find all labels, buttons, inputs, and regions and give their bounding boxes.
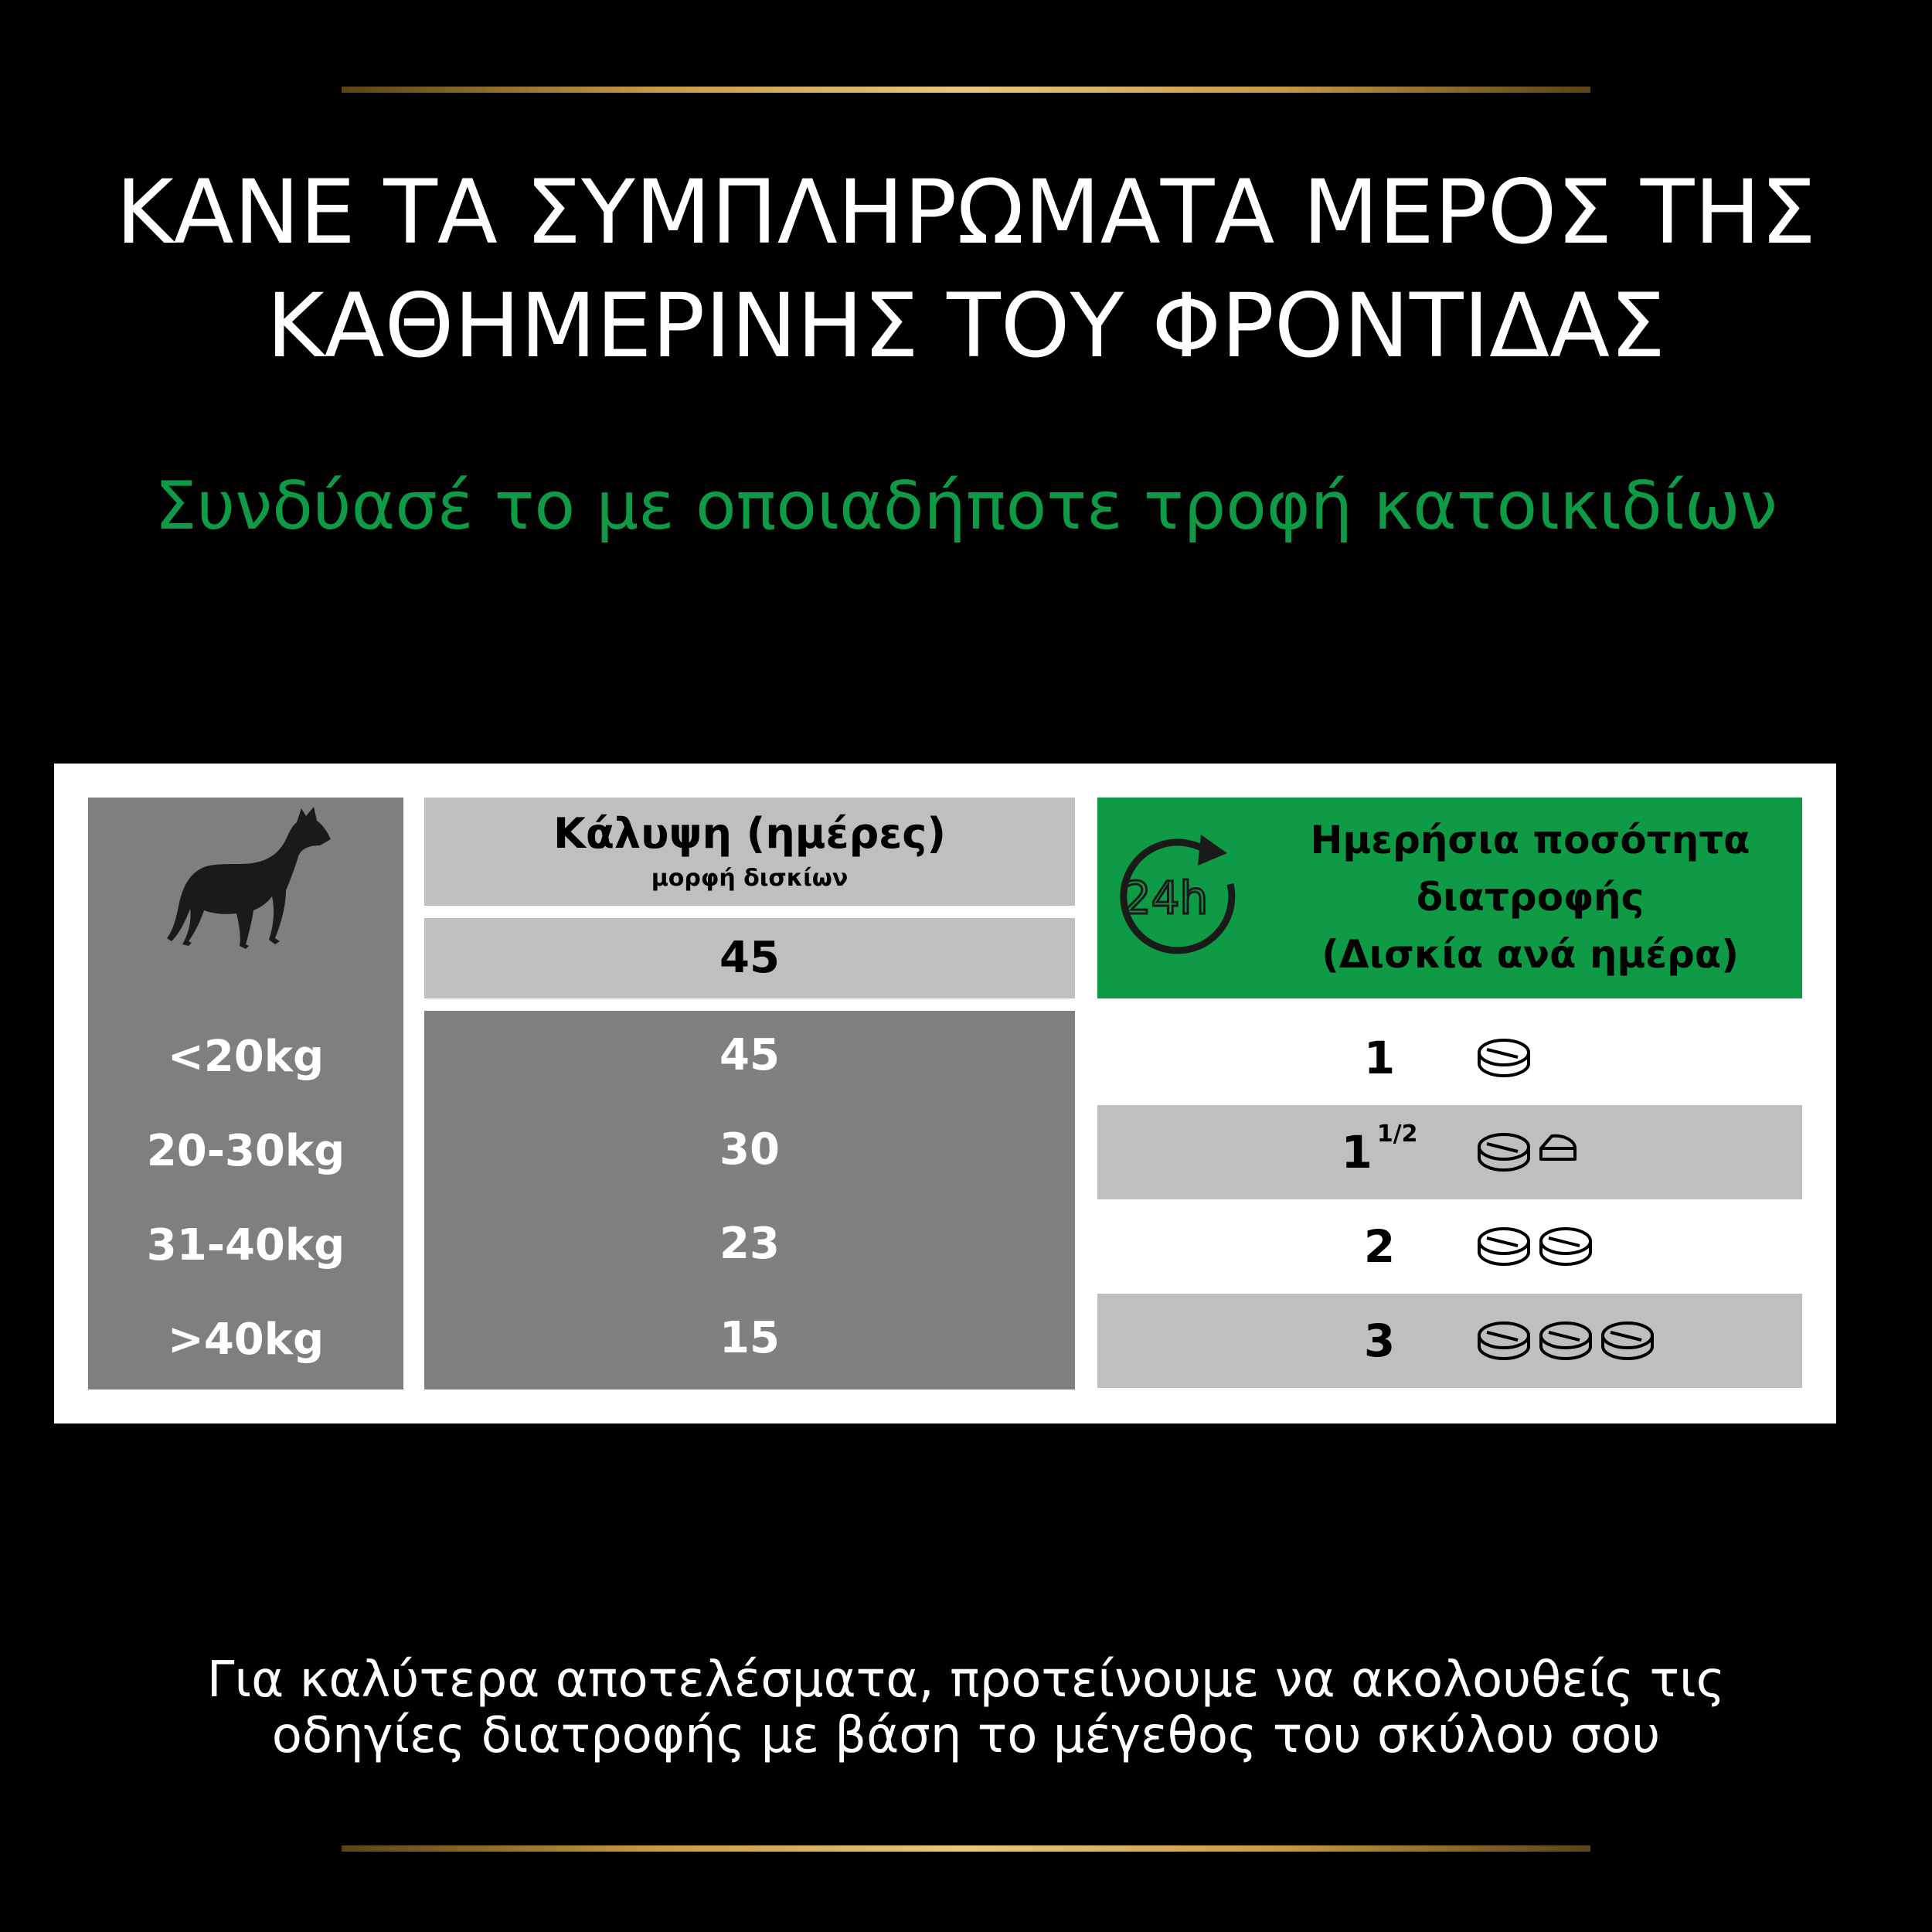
half-tablet-icon: [1541, 1136, 1575, 1159]
coverage-values: [424, 1011, 1075, 1389]
footer-line-1: Για καλύτερα αποτελέσματα, προτείνουμε να ακολουθείς τις: [206, 1651, 1726, 1709]
coverage-value-row-3: 23: [719, 1219, 780, 1269]
subtitle: Συνδύασέ το με οποιαδήποτε τροφή κατοικιδίων: [155, 468, 1777, 545]
dose-header-line-1: Ημερήσια ποσότητα: [1310, 818, 1750, 862]
coverage-header-value-cell: [424, 918, 1075, 998]
weight-label-row-4: >40kg: [167, 1315, 325, 1365]
dose-header-line-2: διατροφής: [1416, 875, 1645, 920]
dose-amount-row-4: 3: [1363, 1315, 1396, 1367]
tablet-icon: [1479, 1040, 1529, 1076]
dose-row-1: [1097, 1011, 1802, 1105]
dose-amount-row-1: 1: [1363, 1032, 1396, 1084]
tablet-icon: [1603, 1323, 1652, 1359]
coverage-value-row-2: 30: [719, 1124, 780, 1175]
weight-label-row-1: <20kg: [167, 1032, 325, 1082]
gold-divider-top: [342, 87, 1590, 93]
24h-label: 24h: [1122, 872, 1209, 924]
dose-amount-row-3: 2: [1363, 1220, 1396, 1273]
coverage-value-row-4: 15: [719, 1313, 780, 1363]
dose-row-4: [1097, 1294, 1802, 1388]
weight-column: [88, 798, 403, 1389]
weight-label-row-2: 20-30kg: [146, 1126, 345, 1176]
dose-fraction-row-2: 1/2: [1376, 1120, 1418, 1148]
tablet-icons-row-1: [1476, 1034, 1708, 1083]
tablet-icon: [1479, 1323, 1529, 1359]
tablet-icon: [1479, 1229, 1529, 1264]
headline-line-2: ΚΑΘΗΜΕΡΙΝΗΣ ΤΟΥ ΦΡΟΝΤΙΔΑΣ: [266, 274, 1666, 377]
coverage-header-title: Κάλυψη (ημέρες): [553, 809, 947, 858]
dose-amount-row-2: 1 $^{1/2}$: [1341, 1120, 1418, 1179]
tablet-icon: [1541, 1229, 1590, 1264]
coverage-header: [424, 798, 1075, 906]
coverage-header-subtitle: μορφή δισκίων: [651, 865, 849, 892]
dose-row-3: [1097, 1199, 1802, 1294]
coverage-value-row-1: 45: [719, 1030, 780, 1080]
dog-icon: [165, 805, 335, 960]
dose-header-line-3: (Δισκία ανά ημέρα): [1321, 932, 1740, 977]
dosage-table: [54, 764, 1836, 1423]
footer-line-2: οδηγίες διατροφής με βάση το μέγεθος του σκύλου σου: [271, 1707, 1661, 1764]
tablet-icons-row-4: [1476, 1317, 1708, 1366]
tablet-icons-row-2: [1476, 1128, 1708, 1178]
tablet-icons-row-3: [1476, 1223, 1708, 1272]
dose-row-2: [1097, 1105, 1802, 1199]
tablet-icon: [1479, 1134, 1529, 1170]
dose-header: [1097, 798, 1802, 998]
headline-line-1: ΚΑΝΕ ΤΑ ΣΥΜΠΛΗΡΩΜΑΤΑ ΜΕΡΟΣ ΤΗΣ: [115, 161, 1817, 264]
gold-divider-bottom: [342, 1845, 1590, 1852]
coverage-header-value: 45: [719, 933, 780, 983]
24h-clock-icon: [1114, 830, 1250, 966]
weight-label-row-3: 31-40kg: [146, 1220, 345, 1270]
tablet-icon: [1541, 1323, 1590, 1359]
